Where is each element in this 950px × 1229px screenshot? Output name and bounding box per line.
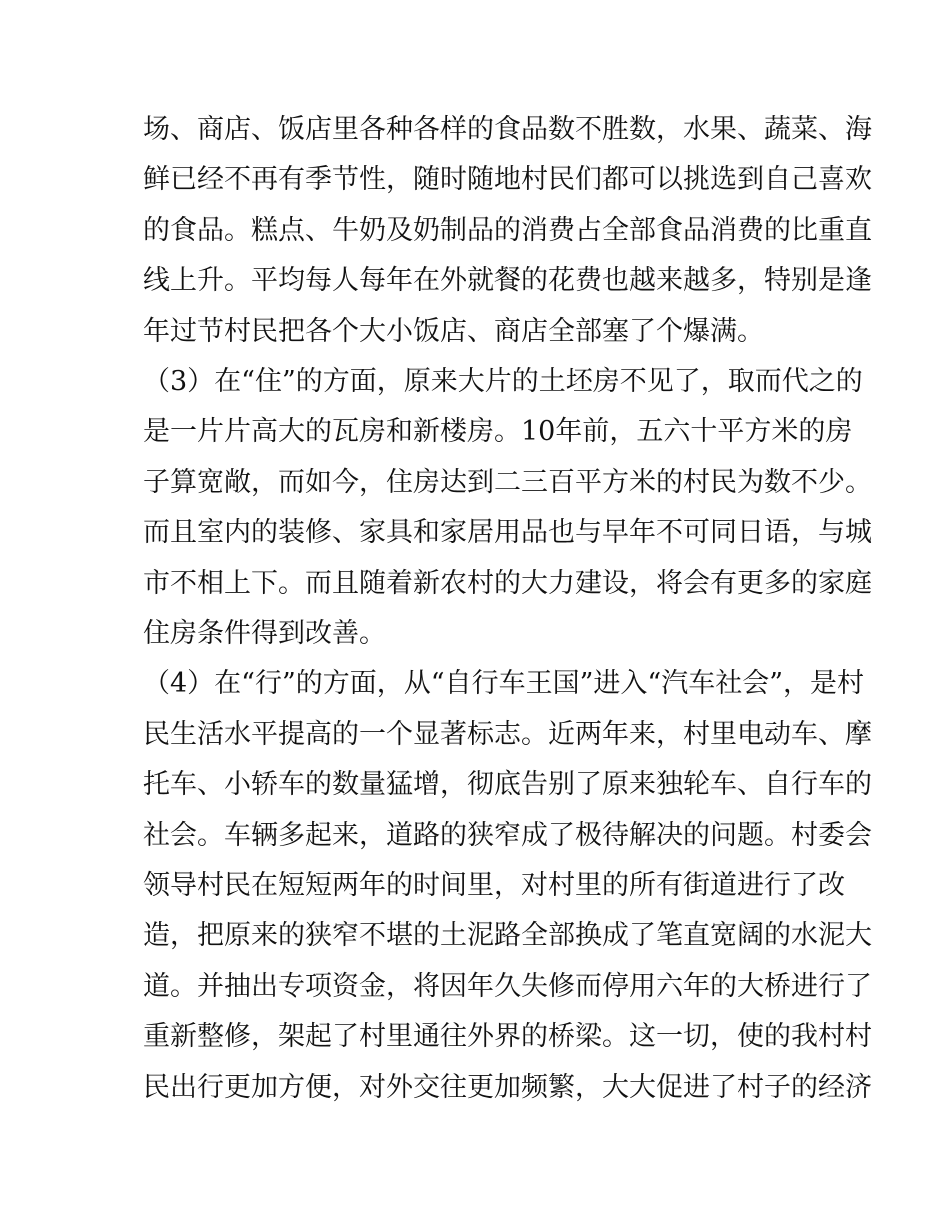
text-line: 托车、小轿车的数量猛增，彻底告别了原来独轮车、自行车的: [143, 769, 872, 801]
text-line: 市不相上下。而且随着新农村的大力建设，将会有更多的家庭: [143, 567, 872, 599]
text-line: 重新整修，架起了村里通往外界的桥梁。这一切，使的我村村: [143, 1021, 872, 1053]
text-line: 鲜已经不再有季节性，随时随地村民们都可以挑选到自己喜欢: [143, 164, 872, 196]
text-line: 的食品。糕点、牛奶及奶制品的消费占全部食品消费的比重直: [143, 214, 872, 246]
text-line: 而且室内的装修、家具和家居用品也与早年不可同日语，与城: [143, 517, 872, 549]
text-line: 场、商店、饭店里各种各样的食品数不胜数，水果、蔬菜、海: [143, 114, 872, 145]
text-line: 社会。车辆多起来，道路的狭窄成了极待解决的问题。村委会: [143, 819, 872, 851]
text-line: 住房条件得到改善。: [143, 618, 386, 649]
text-line: 子算宽敞，而如今，住房达到二三百平方米的村民为数不少。: [143, 466, 872, 498]
text-line: （4）在“行”的方面，从“自行车王国”进入“汽车社会”，是村: [143, 668, 864, 700]
text-line: 民出行更加方便，对外交往更加频繁，大大促进了村子的经济: [143, 1071, 872, 1103]
text-line: 造，把原来的狭窄不堪的土泥路全部换成了笔直宽阔的水泥大: [143, 920, 872, 952]
text-line: 年过节村民把各个大小饭店、商店全部塞了个爆满。: [143, 315, 764, 347]
text-line: 民生活水平提高的一个显著标志。近两年来，村里电动车、摩: [143, 718, 872, 750]
text-line: 是一片片高大的瓦房和新楼房。10年前，五六十平方米的房: [143, 416, 853, 448]
text-line: 道。并抽出专项资金，将因年久失修而停用六年的大桥进行了: [143, 970, 872, 1002]
text-line: （3）在“住”的方面，原来大片的土坯房不见了，取而代之的: [143, 366, 863, 397]
text-line: 线上升。平均每人每年在外就餐的花费也越来越多，特别是逢: [143, 265, 872, 297]
text-line: 领导村民在短短两年的时间里，对村里的所有街道进行了改: [143, 870, 845, 901]
